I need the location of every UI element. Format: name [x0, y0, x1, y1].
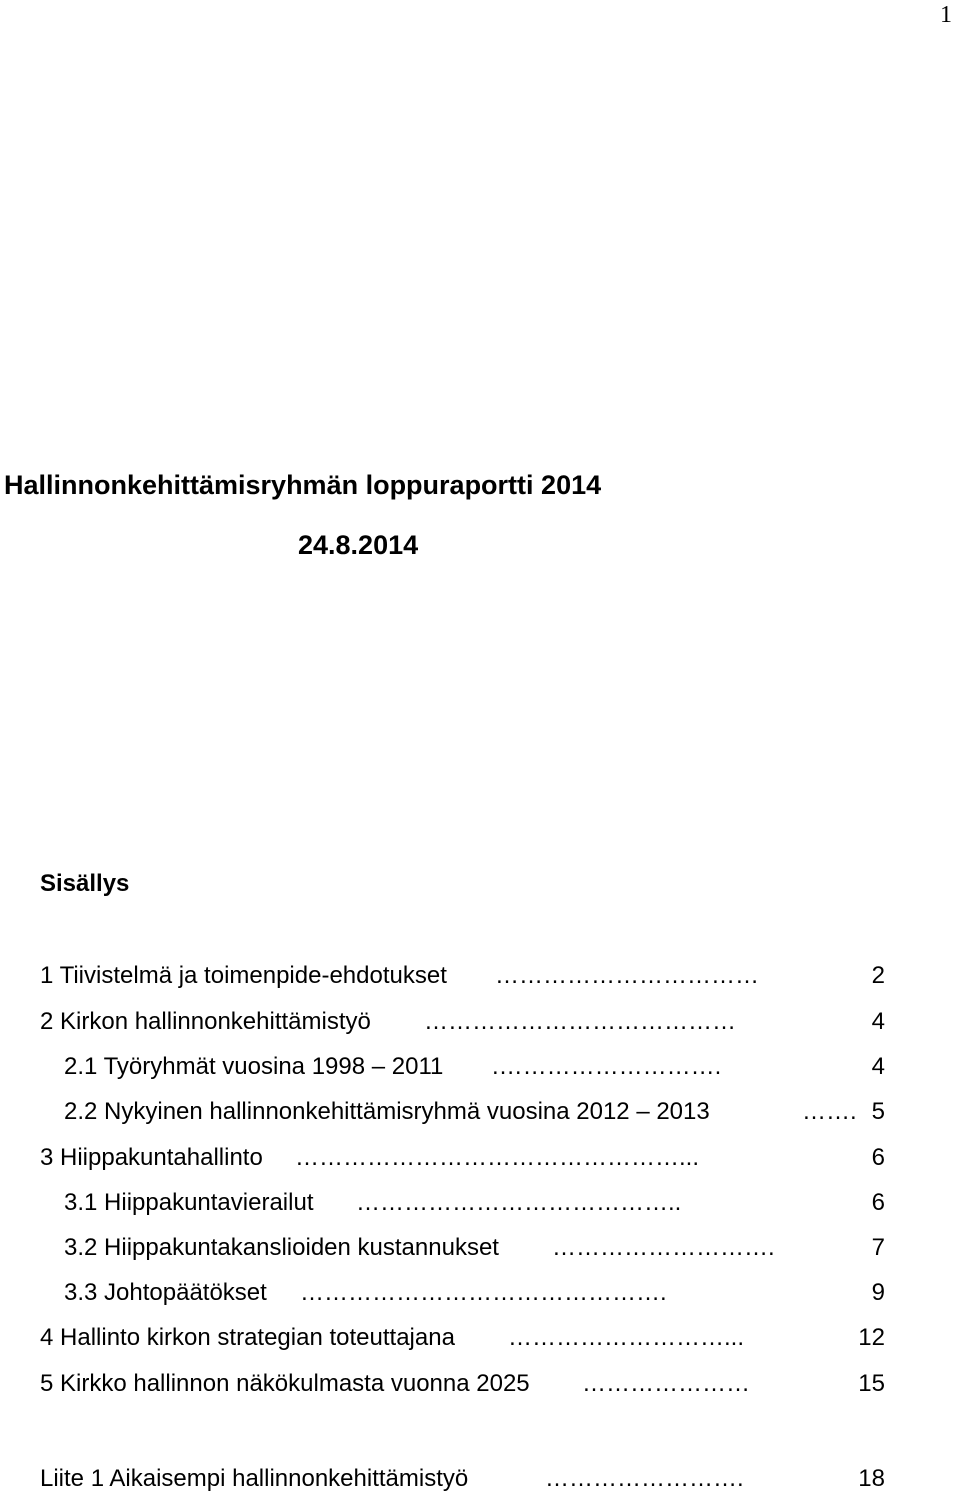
toc-entry-dots: ………………………………….. [356, 1189, 682, 1216]
toc-entry-label: 2.1 Työryhmät vuosina 1998 – 2011 [64, 1053, 444, 1080]
toc-entry-label: 5 Kirkko hallinnon näkökulmasta vuonna 2025 [40, 1370, 530, 1397]
toc-entry-dots: ……. [802, 1098, 857, 1125]
toc-entry-page: 9 [871, 1279, 885, 1306]
toc-entry-dots: ………………………... [508, 1324, 745, 1351]
toc-entry-label: Liite 1 Aikaisempi hallinnonkehittämistyö [40, 1465, 469, 1492]
toc-entry-page: 6 [871, 1189, 885, 1216]
toc-entry-dots: .………………………. [492, 1053, 722, 1080]
toc-entry-page: 4 [871, 1053, 885, 1080]
toc-entry-dots: ………………………. [552, 1234, 775, 1261]
toc-entry-label: 4 Hallinto kirkon strategian toteuttajana [40, 1324, 455, 1351]
report-title: Hallinnonkehittämisryhmän loppuraportti 2014 [4, 470, 602, 500]
toc-entry-dots: ………………………………………. [300, 1279, 667, 1306]
toc-entry-dots: ……………………. [545, 1465, 744, 1492]
toc-entry-page: 4 [871, 1008, 885, 1035]
toc-entry-label: 3.1 Hiippakuntavierailut [64, 1189, 314, 1216]
toc-entry-dots: ………………… [582, 1370, 750, 1397]
page-number: 1 [940, 2, 952, 28]
toc-entry-label: 3 Hiippakuntahallinto [40, 1144, 263, 1171]
toc-entry-dots: …………………………… [495, 962, 759, 989]
toc-entry-label: 3.3 Johtopäätökset [64, 1279, 267, 1306]
toc-entry-label: 1 Tiivistelmä ja toimenpide-ehdotukset [40, 962, 447, 989]
toc-entry-label: 2 Kirkon hallinnonkehittämistyö [40, 1008, 371, 1035]
toc-entry-page: 12 [858, 1324, 885, 1351]
toc-entry-label: 2.2 Nykyinen hallinnonkehittämisryhmä vuosina 2012 – 2013 [64, 1098, 710, 1125]
toc-entry-dots: ………………………………… [424, 1008, 736, 1035]
report-date: 24.8.2014 [298, 530, 419, 560]
toc-entry-page: 7 [871, 1234, 885, 1261]
toc-entry-page: 6 [871, 1144, 885, 1171]
toc-entry-dots: …………………………………………... [295, 1144, 700, 1171]
toc-entry-page: 15 [858, 1370, 885, 1397]
toc-entry-page: 5 [871, 1098, 885, 1125]
toc-entry-page: 18 [858, 1465, 885, 1492]
toc-heading: Sisällys [40, 870, 130, 897]
toc-entry-label: 3.2 Hiippakuntakanslioiden kustannukset [64, 1234, 499, 1261]
toc-entry-page: 2 [871, 962, 885, 989]
